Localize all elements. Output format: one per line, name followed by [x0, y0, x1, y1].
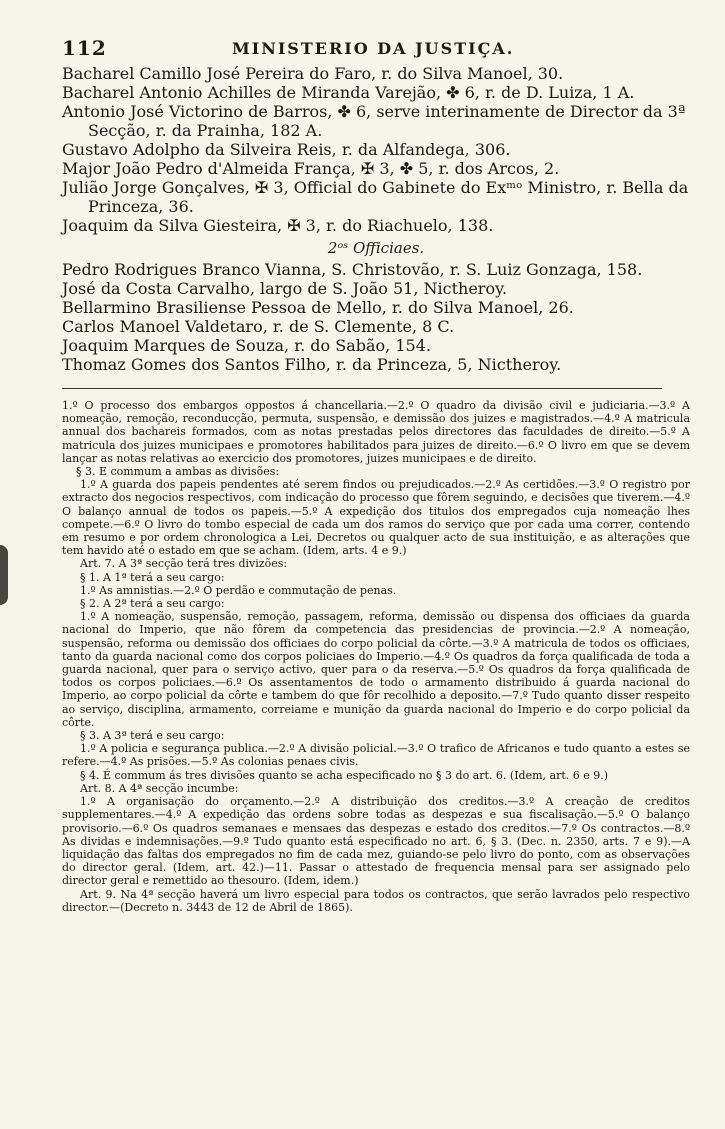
list-item: Joaquim da Silva Giesteira, ✠ 3, r. do Riachuelo, 138. [62, 216, 494, 235]
footnote-paragraph: 1.º A guarda dos papeis pendentes até serem findos ou prejudicados.—2.º As certidões.—3.º O registro por extracto dos negocios respectivos, com indicação do processo que fôrem seguindo, e decisões que tiverem.—4.º O balanço annual de todos os papeis.—5.º A expedição dos titulos dos empregados cuja nomeação lhes compete.—6.º O livro do tombo especial de cada um dos ramos do serviço que por cada uma correr, contendo em resumo e por ordem chronologica a Lei, Decretos ou qualquer acto de sua instituição, e as alterações que tem havido até o estado em que se acham. (Idem, arts. 4 e 9.) [62, 478, 690, 558]
list-item: Pedro Rodrigues Branco Vianna, S. Christovão, r. S. Luiz Gonzaga, 158. [62, 260, 643, 279]
list-item: Julião Jorge Gonçalves, ✠ 3, Official do Gabinete do Exᵐᵒ Ministro, r. Bella da Princeza, 36. [62, 178, 689, 216]
list-item: Carlos Manoel Valdetaro, r. de S. Clemente, 8 C. [62, 317, 455, 336]
footnote-paragraph: Art. 7. A 3ª secção terá tres divizões: [80, 557, 288, 571]
footnote-divider [62, 388, 662, 389]
footnote-paragraph: § 4. É commum ás tres divisões quanto se acha especificado no § 3 do art. 6. (Idem, art. 6 e 9.) [80, 768, 609, 782]
footnote-paragraph: 1.º A nomeação, suspensão, remoção, passagem, reforma, demissão ou dispensa dos officiaes da guarda nacional do Imperio, que não fôrem da competencia das presidencias de provincia.—2.º A nomeação, suspensão, reforma ou demissão dos officiaes do corpo policial da côrte.—3.º A matricula de todos os officiaes, tanto da guarda nacional como dos corpos policiaes do Imperio.—4.º Os quadros da força qualificada de toda a guarda nacional, quer para o serviço activo, quer para o da reserva.—5.º Os quadros da força qualificada de todos os corpos policiaes.—6.º Os assentamentos de todo o armamento distribuido á guarda nacional do Imperio, ao corpo policial da côrte e tambem do que fôr recolhido a deposito.—7.º Tudo quanto disser respeito ao serviço, disciplina, armamento, correiame e munição da guarda nacional do Imperio e do corpo policial da côrte. [62, 610, 690, 729]
footnote-paragraph: Art. 8. A 4ª secção incumbe: [80, 781, 239, 795]
running-title: MINISTERIO DA JUSTIÇA. [232, 39, 515, 58]
footnote-paragraph: § 2. A 2ª terá a seu cargo: [80, 597, 225, 611]
document-page [62, 36, 690, 914]
list-item: Antonio José Victorino de Barros, ✤ 6, serve interinamente de Director da 3ª Secção, r. da Prainha, 182 A. [62, 102, 686, 140]
footnote-paragraph: Art. 9. Na 4ª secção haverá um livro especial para todos os contractos, que serão lavrados pelo respectivo director.—(Decreto n. 3443 de 12 de Abril de 1865). [62, 887, 690, 914]
footnotes [62, 399, 690, 914]
footnote-paragraph: § 3. A 3ª terá e seu cargo: [80, 729, 225, 743]
footnote-paragraph: 1.º As amnistias.—2.º O perdão e commutação de penas. [80, 583, 397, 597]
employee-list [62, 64, 690, 235]
page-number: 112 [62, 36, 107, 60]
list-item: José da Costa Carvalho, largo de S. João 51, Nictheroy. [62, 279, 508, 298]
page-edge-shadow [0, 545, 8, 605]
list-item: Bacharel Camillo José Pereira do Faro, r. do Silva Manoel, 30. [62, 64, 564, 83]
section-subheading: 2ᵒˢ Officiaes. [327, 239, 425, 257]
list-item: Gustavo Adolpho da Silveira Reis, r. da Alfandega, 306. [62, 140, 511, 159]
list-item: Major João Pedro d'Almeida França, ✠ 3, ✤ 5, r. dos Arcos, 2. [62, 159, 560, 178]
list-item: Bacharel Antonio Achilles de Miranda Varejão, ✤ 6, r. de D. Luiza, 1 A. [62, 83, 635, 102]
footnote-paragraph: 1.º A organisação do orçamento.—2.º A distribuição dos creditos.—3.º A creação de creditos supplementares.—4.º A expedição das ordens sobre todas as despezas e sua fiscalisação.—5.º O balanço provisorio.—6.º Os quadros semanaes e mensaes das despezas e estado dos creditos.—7.º Os contractos.—8.º As dividas e indemnisações.—9.º Tudo quanto está especificado no art. 6, § 3. (Dec. n. 2350, arts. 7 e 9).—A liquidação das faltas dos empregados no fim de cada mez, guiando-se pelo livro do ponto, com as observações do director geral. (Idem, art. 42.)—11. Passar o attestado de frequencia mensal para ser assignado pelo director geral e remettido ao thesouro. (Idem, idem.) [62, 795, 690, 888]
footnote-paragraph: 1.º A policia e segurança publica.—2.º A divisão policial.—3.º O trafico de Africanos e tudo quanto a estes se refere.—4.º As prisões.—5.º As colonias penaes civis. [62, 742, 690, 769]
list-item: Bellarmino Brasiliense Pessoa de Mello, r. do Silva Manoel, 26. [62, 298, 574, 317]
footnote-paragraph: § 3. E commum a ambas as divisões: [76, 465, 280, 479]
page-header [62, 36, 690, 62]
footnote-paragraph: § 1. A 1ª terá a seu cargo: [80, 570, 225, 584]
footnote-paragraph: 1.º O processo dos embargos oppostos á chancellaria.—2.º O quadro da divisão civil e judiciaria.—3.º A nomeação, remoção, reconducção, permuta, suspensão, e demissão dos juizes e magistrados.—4.º A matricula annual dos bachareis formados, com as notas prestadas pelos directores das faculdades de direito.—5.º A matricula dos juizes municipaes e promotores habilitados para juizes de direito.—6.º O livro em que se devem lançar as notas relativas ao exercicio dos promotores, juizes municipaes e de direito. [62, 399, 690, 465]
list-item: Joaquim Marques de Souza, r. do Sabão, 154. [62, 336, 431, 355]
officials-list [62, 260, 690, 374]
list-item: Thomaz Gomes dos Santos Filho, r. da Princeza, 5, Nictheroy. [62, 355, 562, 374]
